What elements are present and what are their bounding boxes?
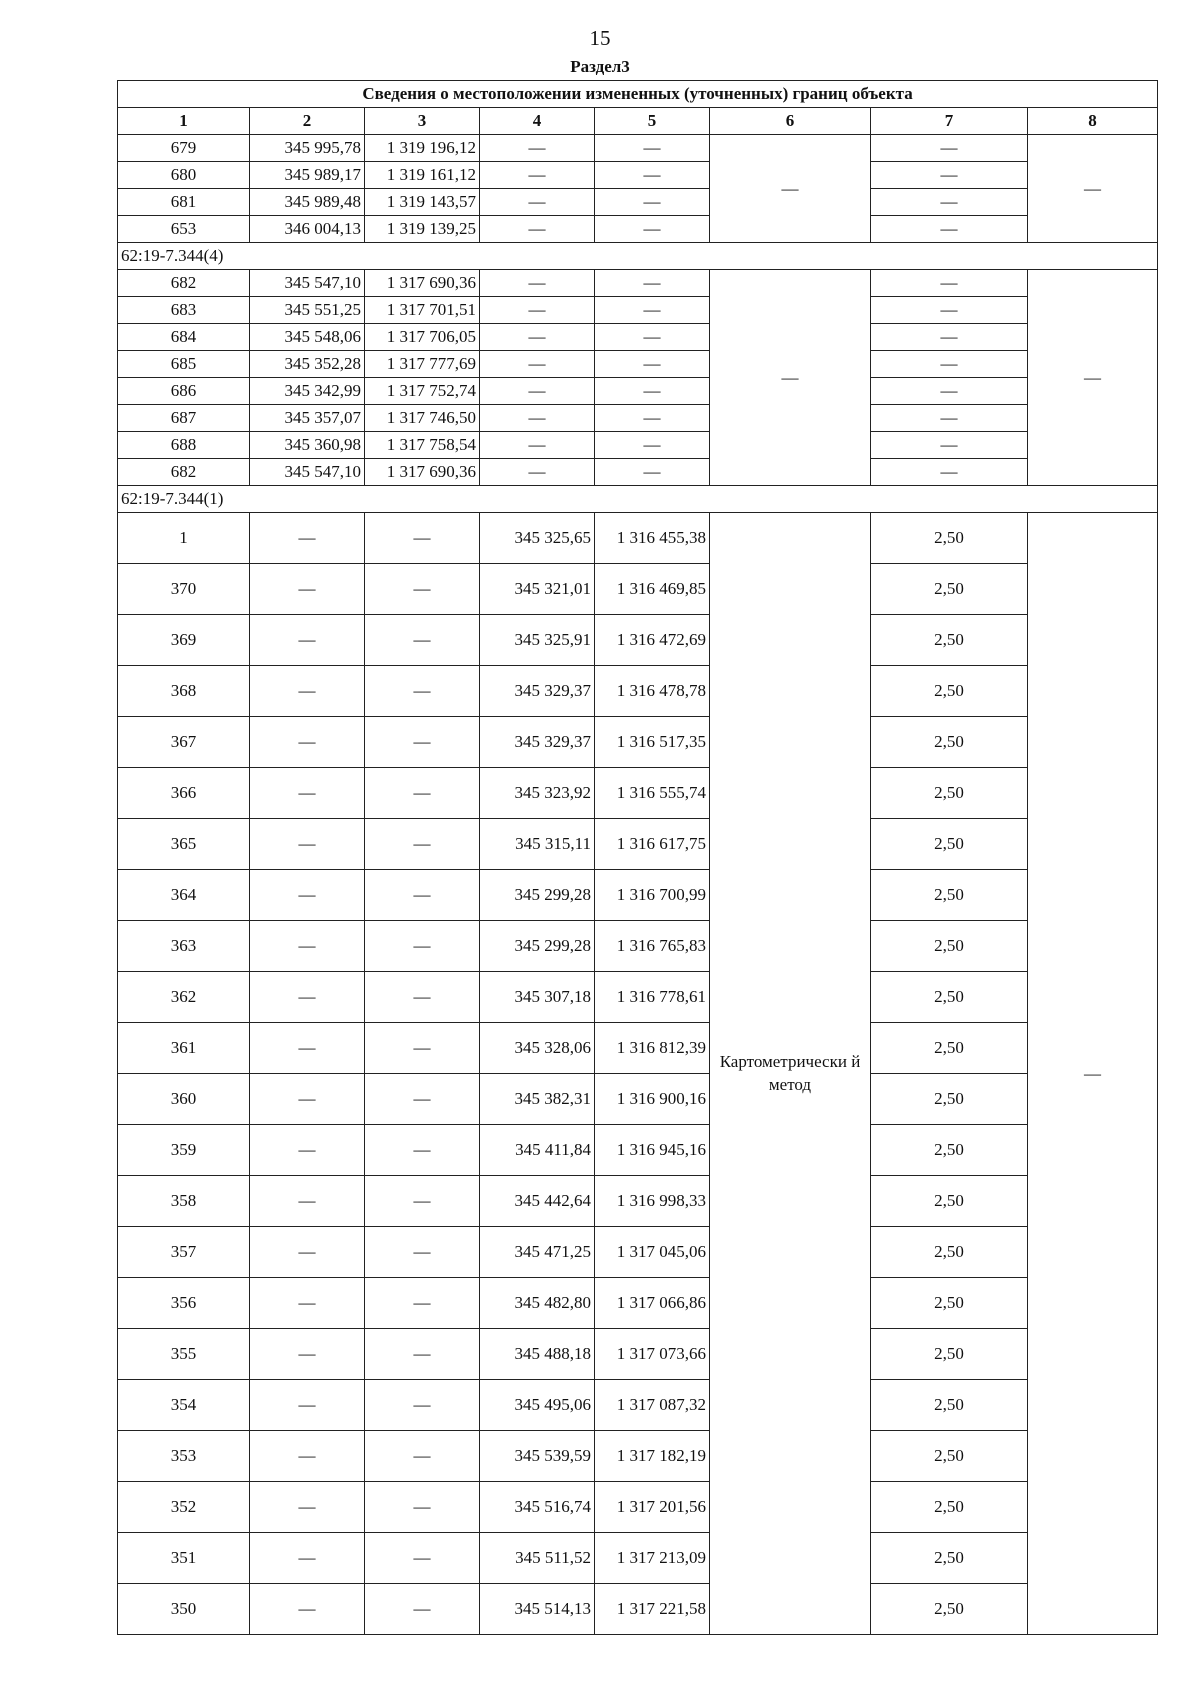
cell-col-1: 680	[118, 162, 250, 189]
table-caption: Сведения о местоположении измененных (уточненных) границ объекта	[118, 81, 1158, 108]
cell-col-2: —	[250, 1176, 365, 1227]
cell-col-5: —	[595, 216, 710, 243]
cell-col-2: —	[250, 1227, 365, 1278]
cell-col-5: 1 316 900,16	[595, 1074, 710, 1125]
cell-col-3: —	[365, 717, 480, 768]
cell-col-1: 368	[118, 666, 250, 717]
cell-col-5: —	[595, 297, 710, 324]
cell-col-4: 345 482,80	[480, 1278, 595, 1329]
cell-col-7: 2,50	[871, 666, 1028, 717]
cell-col-1: 687	[118, 405, 250, 432]
cell-col-7: 2,50	[871, 1176, 1028, 1227]
cell-col-4: 345 514,13	[480, 1584, 595, 1635]
cell-col-4: 345 471,25	[480, 1227, 595, 1278]
table-row	[118, 378, 1158, 405]
table-row	[118, 921, 1158, 972]
table-row	[118, 1380, 1158, 1431]
column-number-4: 4	[480, 108, 595, 135]
cell-col-2: 345 995,78	[250, 135, 365, 162]
cell-col-3: —	[365, 1278, 480, 1329]
column-number-3: 3	[365, 108, 480, 135]
cell-col-7: —	[871, 270, 1028, 297]
cell-col-3: 1 319 196,12	[365, 135, 480, 162]
cell-col-3: —	[365, 972, 480, 1023]
cell-col-1: 360	[118, 1074, 250, 1125]
cell-col-5: 1 317 182,19	[595, 1431, 710, 1482]
cell-col-1: 679	[118, 135, 250, 162]
cell-col-3: 1 319 139,25	[365, 216, 480, 243]
cell-col-2: —	[250, 1584, 365, 1635]
cell-col-2: —	[250, 1482, 365, 1533]
cell-col-7: 2,50	[871, 1125, 1028, 1176]
cell-col-5: 1 317 073,66	[595, 1329, 710, 1380]
cell-col-5: 1 316 617,75	[595, 819, 710, 870]
cell-col-5: 1 317 087,32	[595, 1380, 710, 1431]
cell-col-3: 1 317 706,05	[365, 324, 480, 351]
cell-col-3: —	[365, 513, 480, 564]
cell-col-5: —	[595, 459, 710, 486]
table-row	[118, 216, 1158, 243]
cell-col-4: —	[480, 216, 595, 243]
cell-col-4: —	[480, 297, 595, 324]
cell-col-7: 2,50	[871, 615, 1028, 666]
cell-col-5: —	[595, 351, 710, 378]
table-row	[118, 1533, 1158, 1584]
table-row	[118, 819, 1158, 870]
cell-col-3: —	[365, 1482, 480, 1533]
cell-col-2: 345 547,10	[250, 270, 365, 297]
cell-col-7: —	[871, 189, 1028, 216]
cell-col-2: —	[250, 666, 365, 717]
cell-col-1: 354	[118, 1380, 250, 1431]
cell-col-3: —	[365, 1584, 480, 1635]
table-row	[118, 162, 1158, 189]
cell-col-2: —	[250, 1074, 365, 1125]
cell-col-3: —	[365, 1431, 480, 1482]
cell-col-2: 345 357,07	[250, 405, 365, 432]
column-number-6: 6	[710, 108, 871, 135]
cell-col-5: —	[595, 432, 710, 459]
cell-col-3: —	[365, 615, 480, 666]
table-row	[118, 1176, 1158, 1227]
cell-col-1: 370	[118, 564, 250, 615]
cell-col-4: 345 299,28	[480, 870, 595, 921]
cell-col-7: 2,50	[871, 1584, 1028, 1635]
column-number-5: 5	[595, 108, 710, 135]
cell-col-3: —	[365, 1074, 480, 1125]
cell-col-4: —	[480, 459, 595, 486]
table-row	[118, 459, 1158, 486]
cell-col-4: —	[480, 270, 595, 297]
cell-col-4: 345 315,11	[480, 819, 595, 870]
cell-col-5: 1 316 555,74	[595, 768, 710, 819]
cell-col-1: 361	[118, 1023, 250, 1074]
cell-col-8: —	[1028, 270, 1158, 486]
cell-col-2: —	[250, 513, 365, 564]
cell-col-1: 357	[118, 1227, 250, 1278]
table-row	[118, 1023, 1158, 1074]
column-number-row	[118, 108, 1158, 135]
column-number-8: 8	[1028, 108, 1158, 135]
cell-col-2: —	[250, 870, 365, 921]
cell-col-4: 345 442,64	[480, 1176, 595, 1227]
cell-col-3: —	[365, 1329, 480, 1380]
cell-col-2: —	[250, 1431, 365, 1482]
cell-col-4: 345 328,06	[480, 1023, 595, 1074]
cell-col-1: 350	[118, 1584, 250, 1635]
table-body	[118, 135, 1158, 1635]
cell-col-7: —	[871, 378, 1028, 405]
cell-col-2: 345 360,98	[250, 432, 365, 459]
cell-col-3: —	[365, 921, 480, 972]
cell-col-5: —	[595, 135, 710, 162]
cell-col-3: 1 319 161,12	[365, 162, 480, 189]
cell-col-7: —	[871, 405, 1028, 432]
table-row	[118, 189, 1158, 216]
cell-col-4: 345 516,74	[480, 1482, 595, 1533]
cell-col-4: 345 382,31	[480, 1074, 595, 1125]
cell-col-7: —	[871, 216, 1028, 243]
cell-col-5: 1 316 469,85	[595, 564, 710, 615]
cell-col-7: 2,50	[871, 564, 1028, 615]
cell-col-2: 345 547,10	[250, 459, 365, 486]
table-row	[118, 666, 1158, 717]
cell-col-1: 358	[118, 1176, 250, 1227]
cell-col-3: —	[365, 1380, 480, 1431]
cell-col-5: —	[595, 270, 710, 297]
cell-col-1: 362	[118, 972, 250, 1023]
cell-col-2: —	[250, 768, 365, 819]
table-row	[118, 564, 1158, 615]
cell-col-1: 1	[118, 513, 250, 564]
cell-col-8: —	[1028, 135, 1158, 243]
table-row	[118, 513, 1158, 564]
cell-col-7: 2,50	[871, 1482, 1028, 1533]
column-number-1: 1	[118, 108, 250, 135]
table-row	[118, 270, 1158, 297]
cell-col-1: 653	[118, 216, 250, 243]
cell-col-3: 1 317 752,74	[365, 378, 480, 405]
cell-col-7: 2,50	[871, 1533, 1028, 1584]
cell-col-5: 1 316 472,69	[595, 615, 710, 666]
cell-col-3: 1 317 690,36	[365, 270, 480, 297]
cell-col-3: —	[365, 870, 480, 921]
cell-col-2: 345 342,99	[250, 378, 365, 405]
cell-col-5: —	[595, 405, 710, 432]
cell-col-2: —	[250, 1278, 365, 1329]
cell-col-4: —	[480, 378, 595, 405]
group-header-row	[118, 486, 1158, 513]
cell-col-4: 345 323,92	[480, 768, 595, 819]
table-row	[118, 972, 1158, 1023]
cell-col-1: 355	[118, 1329, 250, 1380]
cell-col-7: —	[871, 324, 1028, 351]
table-row	[118, 1431, 1158, 1482]
cell-col-5: 1 316 778,61	[595, 972, 710, 1023]
cell-col-4: 345 299,28	[480, 921, 595, 972]
table-row	[118, 1482, 1158, 1533]
table-row	[118, 1329, 1158, 1380]
cell-col-7: 2,50	[871, 1278, 1028, 1329]
cell-col-4: —	[480, 189, 595, 216]
cell-col-5: 1 316 998,33	[595, 1176, 710, 1227]
cell-col-2: —	[250, 1125, 365, 1176]
column-number-7: 7	[871, 108, 1028, 135]
cell-col-4: —	[480, 135, 595, 162]
cell-col-7: —	[871, 459, 1028, 486]
cell-col-1: 684	[118, 324, 250, 351]
cell-col-5: —	[595, 378, 710, 405]
cell-col-7: —	[871, 351, 1028, 378]
table-row	[118, 1278, 1158, 1329]
cell-col-7: —	[871, 135, 1028, 162]
cell-col-7: —	[871, 297, 1028, 324]
table-row	[118, 717, 1158, 768]
cell-col-3: 1 317 777,69	[365, 351, 480, 378]
boundary-table	[117, 80, 1158, 1635]
table-row	[118, 405, 1158, 432]
cell-col-5: 1 317 213,09	[595, 1533, 710, 1584]
cell-col-4: 345 307,18	[480, 972, 595, 1023]
cell-col-7: 2,50	[871, 819, 1028, 870]
cell-col-6: —	[710, 270, 871, 486]
cell-col-3: —	[365, 1227, 480, 1278]
table-row	[118, 1125, 1158, 1176]
cell-col-4: 345 325,91	[480, 615, 595, 666]
cell-col-4: —	[480, 324, 595, 351]
cell-col-2: —	[250, 1533, 365, 1584]
cell-col-3: —	[365, 564, 480, 615]
cell-col-3: —	[365, 1176, 480, 1227]
cell-col-3: —	[365, 819, 480, 870]
cell-col-7: 2,50	[871, 513, 1028, 564]
cell-col-1: 367	[118, 717, 250, 768]
cell-col-2: 345 551,25	[250, 297, 365, 324]
cell-col-3: —	[365, 1533, 480, 1584]
cell-col-3: —	[365, 1125, 480, 1176]
cell-col-1: 685	[118, 351, 250, 378]
cell-col-4: 345 495,06	[480, 1380, 595, 1431]
cell-col-2: 345 989,48	[250, 189, 365, 216]
cell-col-5: —	[595, 324, 710, 351]
cell-col-5: 1 316 812,39	[595, 1023, 710, 1074]
cell-col-5: 1 316 765,83	[595, 921, 710, 972]
group-header-row	[118, 243, 1158, 270]
cell-col-7: 2,50	[871, 921, 1028, 972]
cell-col-2: —	[250, 921, 365, 972]
cell-col-2: —	[250, 1380, 365, 1431]
table-row	[118, 297, 1158, 324]
cell-col-6: —	[710, 135, 871, 243]
cell-col-1: 688	[118, 432, 250, 459]
section-title: Раздел3	[570, 57, 630, 76]
cell-col-7: —	[871, 432, 1028, 459]
table-row	[118, 324, 1158, 351]
table-row	[118, 768, 1158, 819]
cell-col-1: 363	[118, 921, 250, 972]
cell-col-6: Картометрически й метод	[710, 513, 871, 1635]
cell-col-1: 352	[118, 1482, 250, 1533]
cell-col-4: 345 329,37	[480, 666, 595, 717]
cell-col-4: 345 411,84	[480, 1125, 595, 1176]
cell-col-5: 1 317 201,56	[595, 1482, 710, 1533]
page-number: 15	[589, 26, 611, 50]
cell-col-4: —	[480, 351, 595, 378]
cell-col-4: 345 325,65	[480, 513, 595, 564]
cell-col-1: 365	[118, 819, 250, 870]
cell-col-5: 1 317 066,86	[595, 1278, 710, 1329]
cell-col-7: 2,50	[871, 972, 1028, 1023]
cell-col-4: 345 539,59	[480, 1431, 595, 1482]
cell-col-1: 682	[118, 459, 250, 486]
cell-col-2: 345 989,17	[250, 162, 365, 189]
cell-col-1: 359	[118, 1125, 250, 1176]
cell-col-8: —	[1028, 513, 1158, 1635]
cell-col-4: 345 329,37	[480, 717, 595, 768]
cell-col-4: 345 511,52	[480, 1533, 595, 1584]
table-row	[118, 1584, 1158, 1635]
cell-col-2: —	[250, 819, 365, 870]
cell-col-1: 366	[118, 768, 250, 819]
cell-col-4: —	[480, 432, 595, 459]
cell-col-5: —	[595, 189, 710, 216]
cell-col-4: —	[480, 162, 595, 189]
cell-col-7: 2,50	[871, 1023, 1028, 1074]
cell-col-2: 346 004,13	[250, 216, 365, 243]
cell-col-1: 351	[118, 1533, 250, 1584]
cell-col-2: —	[250, 1023, 365, 1074]
cell-col-4: 345 488,18	[480, 1329, 595, 1380]
cell-col-2: —	[250, 1329, 365, 1380]
cell-col-3: —	[365, 666, 480, 717]
cell-col-3: 1 319 143,57	[365, 189, 480, 216]
cell-col-7: 2,50	[871, 1074, 1028, 1125]
table-row	[118, 615, 1158, 666]
cell-col-5: —	[595, 162, 710, 189]
cell-col-1: 683	[118, 297, 250, 324]
group-label: 62:19-7.344(4)	[118, 243, 1158, 270]
cell-col-3: —	[365, 768, 480, 819]
cell-col-5: 1 316 945,16	[595, 1125, 710, 1176]
cell-col-3: 1 317 690,36	[365, 459, 480, 486]
cell-col-4: —	[480, 405, 595, 432]
cell-col-5: 1 317 221,58	[595, 1584, 710, 1635]
cell-col-7: 2,50	[871, 1380, 1028, 1431]
cell-col-2: 345 352,28	[250, 351, 365, 378]
cell-col-5: 1 316 517,35	[595, 717, 710, 768]
cell-col-7: 2,50	[871, 768, 1028, 819]
cell-col-2: —	[250, 564, 365, 615]
cell-col-1: 682	[118, 270, 250, 297]
cell-col-7: 2,50	[871, 1227, 1028, 1278]
cell-col-3: 1 317 746,50	[365, 405, 480, 432]
table-row	[118, 135, 1158, 162]
cell-col-7: 2,50	[871, 1329, 1028, 1380]
cell-col-7: 2,50	[871, 870, 1028, 921]
cell-col-5: 1 316 478,78	[595, 666, 710, 717]
table-row	[118, 870, 1158, 921]
cell-col-2: —	[250, 615, 365, 666]
cell-col-5: 1 316 700,99	[595, 870, 710, 921]
cell-col-1: 686	[118, 378, 250, 405]
cell-col-1: 356	[118, 1278, 250, 1329]
cell-col-5: 1 317 045,06	[595, 1227, 710, 1278]
cell-col-3: 1 317 701,51	[365, 297, 480, 324]
cell-col-5: 1 316 455,38	[595, 513, 710, 564]
table-row	[118, 351, 1158, 378]
cell-col-4: 345 321,01	[480, 564, 595, 615]
cell-col-1: 369	[118, 615, 250, 666]
cell-col-2: —	[250, 972, 365, 1023]
cell-col-3: —	[365, 1023, 480, 1074]
table-row	[118, 432, 1158, 459]
cell-col-2: —	[250, 717, 365, 768]
column-number-2: 2	[250, 108, 365, 135]
cell-col-7: —	[871, 162, 1028, 189]
table-row	[118, 1074, 1158, 1125]
cell-col-3: 1 317 758,54	[365, 432, 480, 459]
group-label: 62:19-7.344(1)	[118, 486, 1158, 513]
cell-col-1: 364	[118, 870, 250, 921]
table-row	[118, 1227, 1158, 1278]
cell-col-1: 353	[118, 1431, 250, 1482]
cell-col-1: 681	[118, 189, 250, 216]
cell-col-7: 2,50	[871, 1431, 1028, 1482]
cell-col-7: 2,50	[871, 717, 1028, 768]
cell-col-2: 345 548,06	[250, 324, 365, 351]
